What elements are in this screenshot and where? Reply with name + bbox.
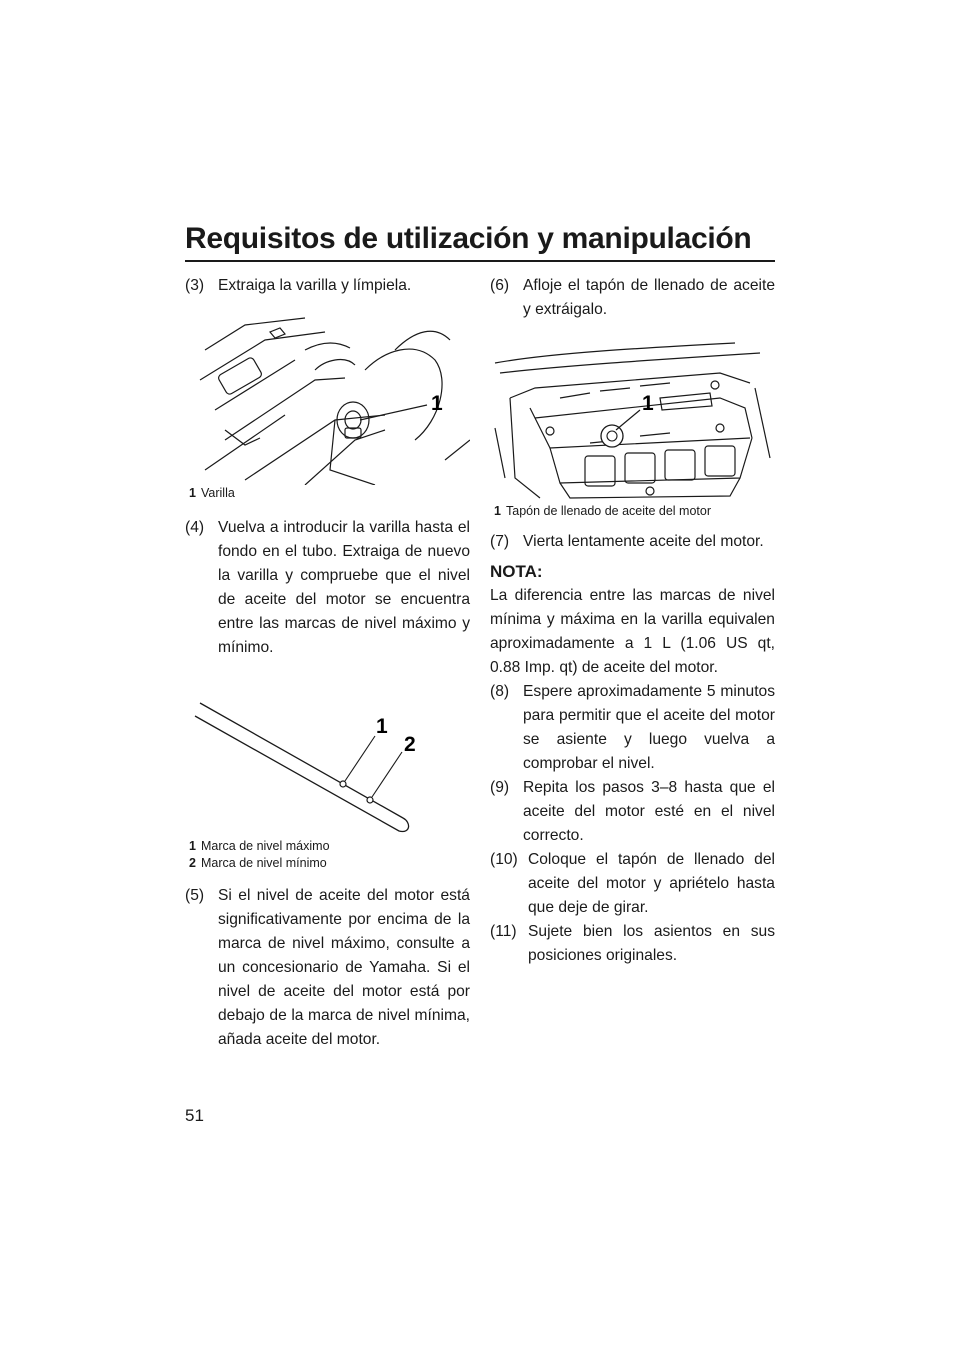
figure-caption (185, 485, 470, 502)
right-column (490, 274, 775, 968)
dipstick-illustration (185, 678, 470, 838)
caption-text: Marca de nivel máximo (201, 839, 330, 853)
caption-number: 1 (494, 504, 501, 518)
step-number: (9) (490, 779, 510, 796)
note-text: La diferencia entre las marcas de nivel mínima y máxima en la varilla equivalen aproximadamente a 1 L (1.06 US qt, 0.88 Imp. qt) de aceite del motor. (490, 587, 775, 676)
callout-leader-line (360, 405, 427, 420)
step-8 (490, 680, 775, 776)
step-number: (5) (185, 887, 205, 904)
step-number: (8) (490, 683, 510, 700)
step-text: Espere aproximadamente 5 minutos para permitir que el aceite del motor se asiente y luego vuelva a comprobar el nivel. (523, 683, 775, 772)
step-7 (490, 530, 775, 554)
step-text: Coloque el tapón de llenado del aceite del motor y apriételo hasta que deje de girar. (528, 851, 775, 916)
figure-dipstick-marks (185, 678, 470, 872)
step-6 (490, 274, 775, 322)
callout-number: 1 (642, 392, 654, 415)
step-5 (185, 884, 470, 1052)
step-9 (490, 776, 775, 848)
engine-top-illustration (490, 328, 775, 503)
step-text: Vierta lentamente aceite del motor. (523, 533, 764, 550)
min-level-mark (367, 797, 373, 803)
step-number: (10) (490, 851, 518, 868)
step-text: Sujete bien los asientos en sus posiciones originales. (528, 923, 775, 964)
caption-number: 2 (189, 856, 196, 870)
figure-oil-cap (490, 328, 775, 520)
step-text: Afloje el tapón de llenado de aceite y extráigalo. (523, 277, 775, 318)
callout-number-1: 1 (376, 715, 388, 738)
step-number: (6) (490, 277, 510, 294)
title-rule (185, 260, 775, 262)
note-title: NOTA: (490, 562, 543, 581)
step-text: Si el nivel de aceite del motor está significativamente por encima de la marca de nivel máximo, consulte a un concesionario de Yamaha. Si el nivel de aceite del motor está por debajo de la marca de nivel mínima, añada aceite del motor. (218, 887, 470, 1048)
step-11 (490, 920, 775, 968)
step-number: (11) (490, 923, 517, 940)
figure-caption (490, 503, 775, 520)
engine-bay-illustration (185, 310, 470, 485)
page-number: 51 (185, 1106, 204, 1125)
caption-text: Tapón de llenado de aceite del motor (506, 504, 712, 518)
figure-caption (185, 855, 470, 872)
step-4 (185, 516, 470, 660)
caption-text: Marca de nivel mínimo (201, 856, 327, 870)
callout-leader-line (345, 736, 375, 781)
step-10 (490, 848, 775, 920)
callout-number: 1 (431, 392, 443, 415)
caption-number: 1 (189, 486, 196, 500)
page-title: Requisitos de utilización y manipulación (185, 222, 752, 255)
caption-number: 1 (189, 839, 196, 853)
step-text: Vuelva a introducir la varilla hasta el fondo en el tubo. Extraiga de nuevo la varilla y compruebe que el nivel de aceite del motor se encuentra entre las marcas de nivel máximo y mínimo. (218, 519, 470, 656)
step-number: (3) (185, 277, 205, 294)
figure-dipstick-engine (185, 310, 470, 502)
figure-caption (185, 838, 470, 855)
step-text: Repita los pasos 3–8 hasta que el aceite del motor esté en el nivel correcto. (523, 779, 775, 844)
step-number: (4) (185, 519, 205, 536)
callout-leader-line (616, 410, 640, 430)
oil-filler-cap-shape (601, 425, 623, 447)
step-3 (185, 274, 470, 298)
callout-leader-line (372, 752, 402, 797)
left-column (185, 274, 470, 1052)
max-level-mark (340, 781, 346, 787)
callout-number-2: 2 (404, 733, 416, 756)
caption-text: Varilla (201, 486, 235, 500)
step-text: Extraiga la varilla y límpiela. (218, 277, 412, 294)
step-number: (7) (490, 533, 510, 550)
